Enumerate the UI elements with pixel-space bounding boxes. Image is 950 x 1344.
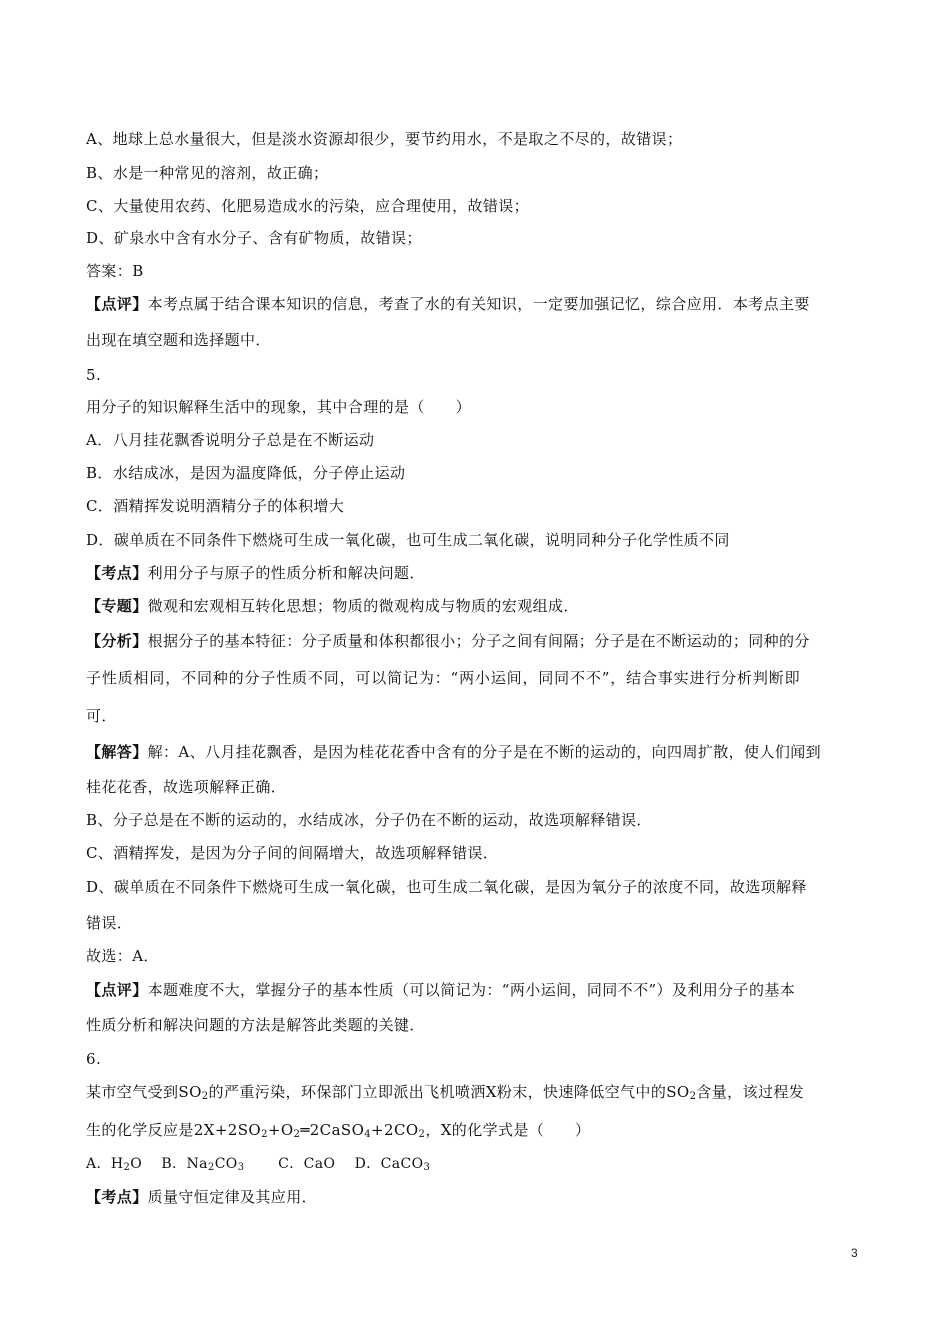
review-paragraph <box>86 294 810 314</box>
question-number: 6. <box>86 1050 102 1068</box>
text-span: 某市空气受到SO <box>86 1083 202 1101</box>
text-line: B、水是一种常见的溶剂，故正确； <box>86 164 329 182</box>
subscript: 4 <box>364 1129 372 1140</box>
point-paragraph <box>86 563 425 583</box>
text-span: A．H <box>86 1156 124 1172</box>
text-span: CO <box>214 1156 238 1172</box>
text-line: A、地球上总水量很大，但是淡水资源却很少，要节约用水，不是取之不尽的，故错误； <box>86 130 683 148</box>
option-b: B．水结成冰，是因为温度降低，分子停止运动 <box>86 464 406 482</box>
text-span: 本题难度不大，掌握分子的基本性质（可以简记为：“两小运间，同同不不”）及利用分子的基本 <box>147 981 796 999</box>
subscript: 2 <box>201 1091 209 1102</box>
text-line: 故选：A． <box>86 947 159 965</box>
subscript: 3 <box>423 1162 431 1173</box>
subscript: 2 <box>293 1129 301 1140</box>
text-span: +2CO <box>371 1121 419 1139</box>
subscript: 2 <box>207 1162 215 1173</box>
point-tag: 【考点】 <box>86 564 148 582</box>
option-c: C．酒精挥发说明酒精分子的体积增大 <box>86 497 345 515</box>
text-span: ═2CaSO <box>300 1121 365 1139</box>
analysis-tag: 【分析】 <box>86 632 148 650</box>
text-span: C．CaO D．CaCO <box>244 1156 424 1172</box>
point-paragraph <box>86 1187 317 1207</box>
option-a: A．八月挂花飘香说明分子总是在不断运动 <box>86 431 375 449</box>
option-d: D．碳单质在不同条件下燃烧可生成一氧化碳，也可生成二氧化碳，说明同种分子化学性质不同 <box>86 531 730 549</box>
answer-tag: 【解答】 <box>86 743 148 761</box>
question-stem: 用分子的知识解释生活中的现象，其中合理的是（ ） <box>86 398 472 416</box>
topic-tag: 【专题】 <box>86 597 148 615</box>
subscript: 3 <box>237 1162 245 1173</box>
text-line: 出现在填空题和选择题中． <box>86 331 271 349</box>
text-line: 性质分析和解决问题的方法是解答此类题的关键． <box>86 1016 425 1034</box>
text-span: 含量，该过程发 <box>696 1083 805 1101</box>
text-line: C、酒精挥发，是因为分子间的间隔增大，故选项解释错误． <box>86 844 499 862</box>
text-span: 根据分子的基本特征：分子质量和体积都很小；分子之间有间隔；分子是在不断运动的；同种的分 <box>147 632 810 650</box>
page-number: 3 <box>851 1246 858 1260</box>
review-tag: 【点评】 <box>86 295 148 313</box>
text-span: 微观和宏观相互转化思想；物质的微观构成与物质的宏观组成． <box>147 597 579 615</box>
text-line: 错误． <box>86 914 133 932</box>
question-stem <box>86 1082 804 1102</box>
reaction-equation <box>86 1120 590 1140</box>
text-line: 桂花花香，故选项解释正确． <box>86 778 287 796</box>
review-paragraph <box>86 980 795 1000</box>
text-line: C、大量使用农药、化肥易造成水的污染，应合理使用，故错误； <box>86 197 530 215</box>
subscript: 2 <box>123 1162 131 1173</box>
review-tag: 【点评】 <box>86 981 148 999</box>
subscript: 2 <box>261 1129 268 1140</box>
text-span: 的严重污染，环保部门立即派出飞机喷洒X粉末，快速降低空气中的SO <box>208 1083 690 1101</box>
text-span: +O <box>267 1121 294 1139</box>
analysis-paragraph <box>86 631 810 651</box>
text-line: B、分子总是在不断的运动的，水结成冰，分子仍在不断的运动，故选项解释错误． <box>86 811 652 829</box>
subscript: 2 <box>418 1129 426 1140</box>
question-number: 5. <box>86 366 102 384</box>
text-line: D、碳单质在不同条件下燃烧可生成一氧化碳，也可生成二氧化碳，是因为氧分子的浓度不同，故选项解释 <box>86 878 807 896</box>
text-line: 可． <box>86 707 117 725</box>
text-span: 质量守恒定律及其应用． <box>147 1188 318 1206</box>
answer-paragraph <box>86 742 821 762</box>
subscript: 2 <box>689 1091 697 1102</box>
text-line: D、矿泉水中含有水分子、含有矿物质，故错误； <box>86 229 422 247</box>
text-span: 生的化学反应是2X+2SO <box>86 1121 262 1139</box>
text-line: 子性质相同，不同种的分子性质不同，可以简记为：“两小运间，同同不不”，结合事实进行分析判断即 <box>86 669 801 687</box>
text-span: 解：A、八月挂花飘香，是因为桂花花香中含有的分子是在不断的运动的，向四周扩散，使人们闻到 <box>147 743 822 761</box>
topic-paragraph <box>86 596 579 616</box>
text-line: 答案：B <box>86 262 144 280</box>
text-span: 本考点属于结合课本知识的信息，考查了水的有关知识，一定要加强记忆，综合应用．本考点主要 <box>147 295 810 313</box>
text-span: O B．Na <box>130 1156 208 1172</box>
point-tag: 【考点】 <box>86 1188 148 1206</box>
text-span: 利用分子与原子的性质分析和解决问题． <box>147 564 425 582</box>
text-span: ，X的化学式是（ ） <box>425 1121 591 1139</box>
options-line <box>86 1154 430 1174</box>
